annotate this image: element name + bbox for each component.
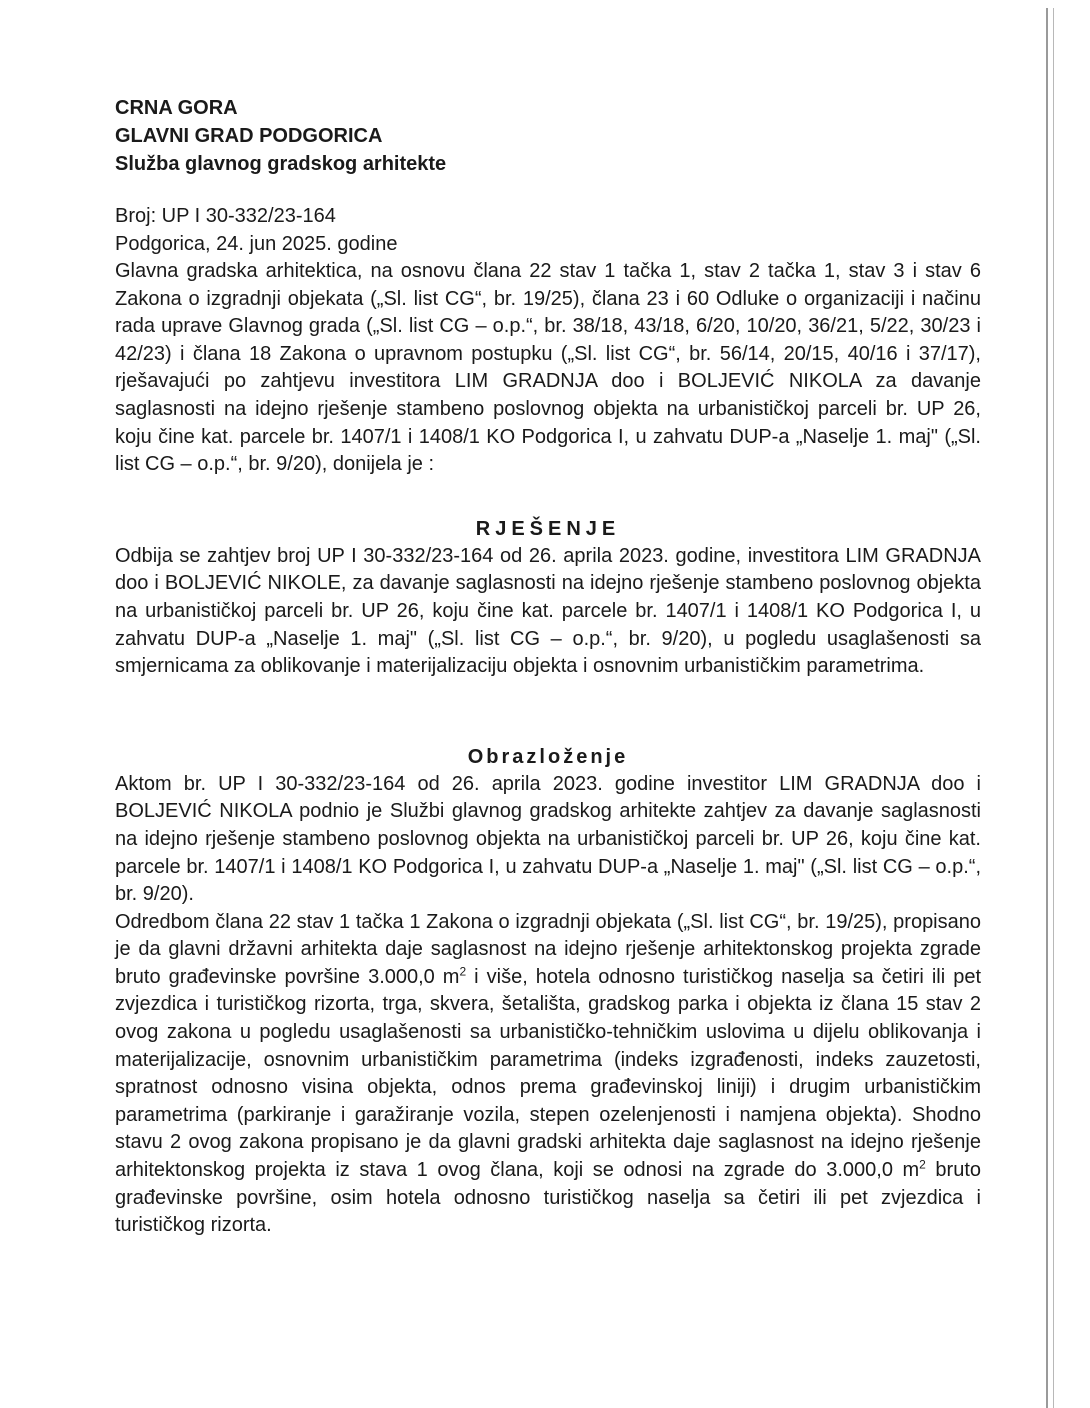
superscript-square-1: 2 <box>459 964 467 979</box>
letterhead <box>115 94 981 178</box>
letterhead-country: CRNA GORA <box>115 97 238 119</box>
reasoning-text-part3: bruto građevinske površine, osim hotela odnosno turističkog naselja sa četiri ili pet zvjezdica i turističkog rizorta. <box>115 1159 981 1237</box>
decision-heading: RJEŠENJE <box>475 517 621 540</box>
scan-edge-line <box>1046 8 1048 1408</box>
reasoning-text-part1: Odredbom člana 22 stav 1 tačka 1 Zakona o izgradnji objekata („Sl. list CG“, br. 19/25), propisano je da glavni državni arhitekta daje saglasnost na idejno rješenje arhitektonskog projekta zgrade bruto građevinske površine 3.000,0 m <box>115 910 981 988</box>
place-and-date: Podgorica, 24. jun 2025. godine <box>115 233 398 255</box>
intro-paragraph: Glavna gradska arhitektica, na osnovu člana 22 stav 1 tačka 1, stav 2 tačka 1, stav 3 i stav 6 Zakona o izgradnji objekata („Sl. list CG“, br. 19/25), člana 23 i 60 Odluke o organizaciji i načinu rada uprave Glavnog grada („Sl. list CG – o.p.“, br. 38/18, 43/18, 6/20, 10/20, 36/21, 5/22, 30/23 i 42/23) i člana 18 Zakona o upravnom postupku („Sl. list CG“, br. 56/14, 20/15, 40/16 i 37/17), rješavajući po zahtjevu investitora LIM GRADNJA doo i BOLJEVIĆ NIKOLA za davanje saglasnosti na idejno rješenje stambeno poslovnog objekta na urbanističkoj parceli br. UP 26, koju čine kat. parcele br. 1407/1 i 1408/1 KO Podgorica I, u zahvatu DUP-a „Naselje 1. maj" („Sl. list CG – o.p.“, br. 9/20), donijela je : <box>115 260 981 476</box>
decision-paragraph: Odbija se zahtjev broj UP I 30-332/23-164 od 26. aprila 2023. godine, investitora LIM GRADNJA doo i BOLJEVIĆ NIKOLE, za davanje saglasnosti na idejno rješenje stambeno poslovnog objekta na urbanističkoj parceli br. UP 26, koju čine kat. parcele br. 1407/1 i 1408/1 KO Podgorica I, u zahvatu DUP-a „Naselje 1. maj" („Sl. list CG – o.p.“, br. 9/20), u pogledu usaglašenosti sa smjernicama za oblikovanje i materijalizaciju objekta i osnovnim urbanističkim parametrima. <box>115 544 981 678</box>
reasoning-paragraph-2 <box>115 909 981 1240</box>
reasoning-heading: Obrazloženje <box>467 745 629 768</box>
reasoning-paragraph-1: Aktom br. UP I 30-332/23-164 od 26. aprila 2023. godine investitor LIM GRADNJA doo i BOLJEVIĆ NIKOLA podnio je Službi glavnog gradskog arhitekte zahtjev za davanje saglasnosti na idejno rješenje stambeno poslovnog objekta na urbanističkoj parceli br. UP 26, koju čine kat. parcele br. 1407/1 i 1408/1 KO Podgorica I, u zahvatu DUP-a „Naselje 1. maj" („Sl. list CG – o.p.“, br. 9/20). <box>115 772 981 906</box>
reference-block <box>115 202 981 258</box>
reference-number: Broj: UP I 30-332/23-164 <box>115 205 336 227</box>
scan-edge-line-secondary <box>1053 8 1054 1408</box>
letterhead-city: GLAVNI GRAD PODGORICA <box>115 125 383 147</box>
document-body <box>115 94 981 1240</box>
reasoning-text-part2: i više, hotela odnosno turističkog naselja sa četiri ili pet zvjezdica i turističkog rizorta, trga, skvera, šetališta, gradskog parka i objekta iz člana 15 stav 2 ovog zakona u pogledu usaglašenosti sa urbanističko-tehničkim uslovima u dijelu oblikovanja i materijalizacije, osnovnim urbanističkim parametrima (indeks izgrađenosti, indeks zauzetosti, spratnost odnosno visina objekta, odnos prema građevinskoj liniji) i drugim urbanističkim parametrima (parkiranje i garažiranje vozila, stepen ozelenjenosti i namjena objekta). Shodno stavu 2 ovog zakona propisano je da glavni gradski arhitekta daje saglasnost na idejno rješenje arhitektonskog projekta iz stava 1 ovog člana, koji se odnosi na zgrade do 3.000,0 m <box>115 965 982 1182</box>
superscript-square-2: 2 <box>919 1157 926 1172</box>
letterhead-office: Služba glavnog gradskog arhitekte <box>115 153 447 175</box>
